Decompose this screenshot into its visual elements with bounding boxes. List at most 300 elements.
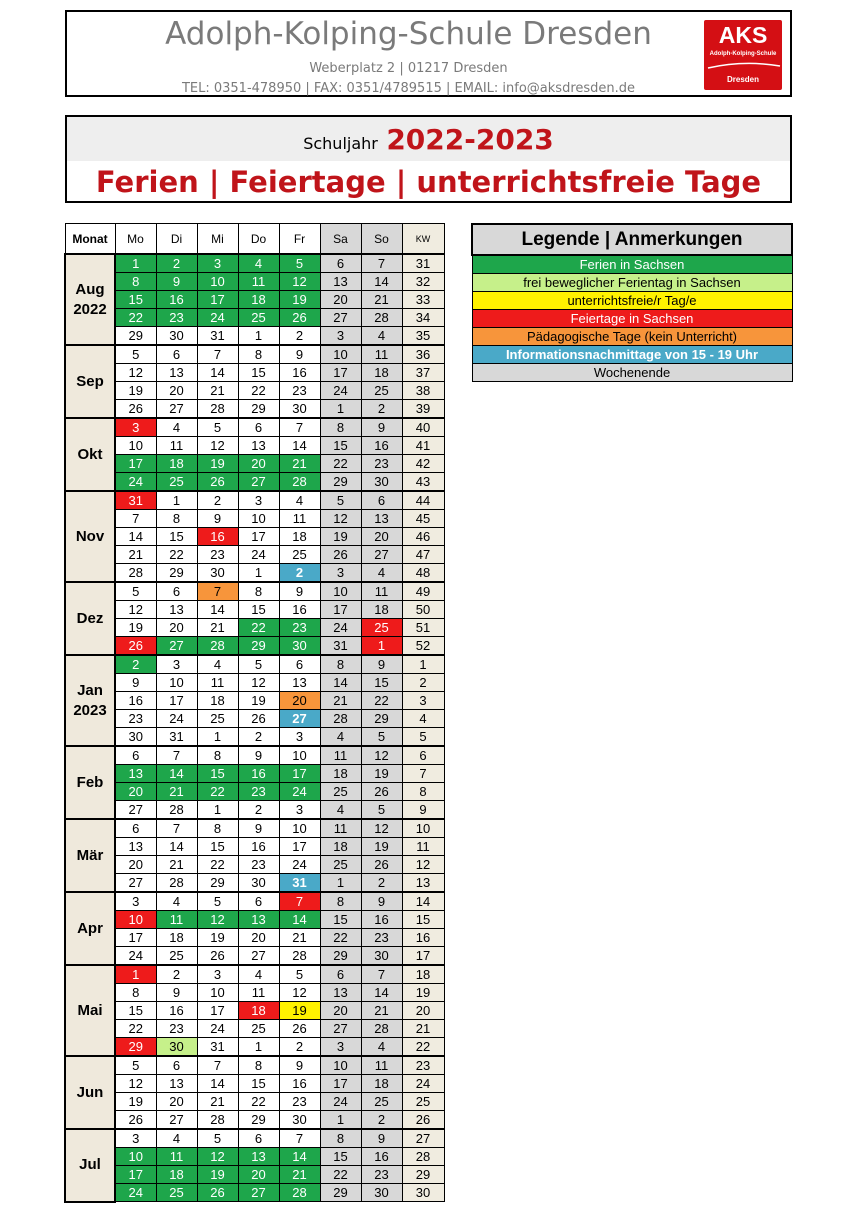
- school-header: [65, 10, 792, 97]
- day-cell: 6: [238, 1129, 279, 1148]
- kw-cell: 21: [402, 1020, 444, 1038]
- day-cell: 14: [361, 984, 402, 1002]
- month-label: Jun: [65, 1056, 115, 1129]
- day-cell: 9: [115, 674, 156, 692]
- kw-cell: 51: [402, 619, 444, 637]
- day-cell: 31: [156, 728, 197, 747]
- day-cell: 27: [238, 1184, 279, 1202]
- month-label: Jul: [65, 1129, 115, 1202]
- day-cell: 25: [361, 619, 402, 637]
- week-row: [65, 437, 444, 455]
- kw-cell: 30: [402, 1184, 444, 1202]
- day-cell: 6: [238, 418, 279, 437]
- page-title: Ferien | Feiertage | unterrichtsfreie Tage: [95, 165, 762, 199]
- school-year: 2022-2023: [386, 123, 554, 156]
- day-cell: 23: [279, 619, 320, 637]
- day-cell: 28: [320, 710, 361, 728]
- day-cell: 2: [279, 564, 320, 583]
- week-row: [65, 1075, 444, 1093]
- legend-title: Legende | Anmerkungen: [472, 224, 792, 255]
- day-cell: 28: [361, 1020, 402, 1038]
- header-monat: Monat: [65, 224, 115, 255]
- week-row: [65, 838, 444, 856]
- day-cell: 30: [361, 947, 402, 966]
- day-cell: 6: [156, 345, 197, 364]
- day-cell: 21: [156, 783, 197, 801]
- day-cell: 2: [361, 1111, 402, 1130]
- day-cell: 29: [320, 473, 361, 492]
- day-cell: 24: [115, 947, 156, 966]
- week-row: [65, 1129, 444, 1148]
- kw-cell: 33: [402, 291, 444, 309]
- day-cell: 10: [279, 746, 320, 765]
- day-cell: 19: [115, 382, 156, 400]
- day-cell: 4: [279, 491, 320, 510]
- week-row: [65, 291, 444, 309]
- week-row: [65, 1111, 444, 1130]
- header-day-2: Di: [156, 224, 197, 255]
- week-row: [65, 619, 444, 637]
- day-cell: 27: [320, 1020, 361, 1038]
- day-cell: 24: [115, 473, 156, 492]
- day-cell: 12: [361, 819, 402, 838]
- kw-cell: 1: [402, 655, 444, 674]
- day-cell: 11: [361, 345, 402, 364]
- kw-cell: 38: [402, 382, 444, 400]
- day-cell: 24: [279, 783, 320, 801]
- day-cell: 21: [279, 1166, 320, 1184]
- day-cell: 14: [279, 437, 320, 455]
- day-cell: 28: [156, 801, 197, 820]
- day-cell: 16: [279, 601, 320, 619]
- day-cell: 4: [361, 1038, 402, 1057]
- week-row: [65, 929, 444, 947]
- kw-cell: 14: [402, 892, 444, 911]
- header-day-5: Fr: [279, 224, 320, 255]
- day-cell: 28: [197, 1111, 238, 1130]
- day-cell: 13: [115, 765, 156, 783]
- day-cell: 6: [156, 582, 197, 601]
- day-cell: 19: [320, 528, 361, 546]
- day-cell: 27: [156, 1111, 197, 1130]
- day-cell: 12: [279, 984, 320, 1002]
- kw-cell: 12: [402, 856, 444, 874]
- week-row: [65, 1093, 444, 1111]
- month-label: Apr: [65, 892, 115, 965]
- day-cell: 8: [238, 345, 279, 364]
- day-cell: 25: [156, 947, 197, 966]
- day-cell: 28: [197, 400, 238, 419]
- legend-item: Pädagogische Tage (kein Unterricht): [472, 328, 792, 346]
- day-cell: 8: [320, 892, 361, 911]
- legend-table: [471, 223, 793, 382]
- day-cell: 29: [320, 947, 361, 966]
- day-cell: 23: [238, 856, 279, 874]
- day-cell: 15: [320, 911, 361, 929]
- day-cell: 18: [238, 291, 279, 309]
- day-cell: 5: [115, 1056, 156, 1075]
- day-cell: 20: [361, 528, 402, 546]
- day-cell: 17: [238, 528, 279, 546]
- day-cell: 14: [156, 765, 197, 783]
- day-cell: 8: [115, 273, 156, 291]
- day-cell: 3: [320, 327, 361, 346]
- day-cell: 28: [361, 309, 402, 327]
- day-cell: 1: [361, 637, 402, 656]
- day-cell: 21: [156, 856, 197, 874]
- day-cell: 24: [320, 1093, 361, 1111]
- day-cell: 7: [197, 345, 238, 364]
- week-row: [65, 528, 444, 546]
- day-cell: 12: [197, 437, 238, 455]
- week-row: [65, 345, 444, 364]
- month-label: Jan 2023: [65, 655, 115, 746]
- day-cell: 10: [238, 510, 279, 528]
- day-cell: 9: [361, 1129, 402, 1148]
- day-cell: 12: [361, 746, 402, 765]
- day-cell: 6: [156, 1056, 197, 1075]
- day-cell: 5: [361, 728, 402, 747]
- kw-cell: 35: [402, 327, 444, 346]
- week-row: [65, 510, 444, 528]
- day-cell: 4: [156, 1129, 197, 1148]
- day-cell: 25: [361, 382, 402, 400]
- day-cell: 24: [197, 1020, 238, 1038]
- day-cell: 12: [115, 364, 156, 382]
- day-cell: 25: [156, 1184, 197, 1202]
- week-row: [65, 984, 444, 1002]
- day-cell: 5: [361, 801, 402, 820]
- day-cell: 19: [115, 619, 156, 637]
- week-row: [65, 546, 444, 564]
- day-cell: 1: [238, 564, 279, 583]
- day-cell: 19: [197, 455, 238, 473]
- day-cell: 29: [115, 327, 156, 346]
- day-cell: 20: [279, 692, 320, 710]
- kw-cell: 27: [402, 1129, 444, 1148]
- day-cell: 20: [115, 783, 156, 801]
- kw-cell: 29: [402, 1166, 444, 1184]
- day-cell: 4: [361, 564, 402, 583]
- week-row: [65, 1020, 444, 1038]
- day-cell: 3: [156, 655, 197, 674]
- kw-cell: 18: [402, 965, 444, 984]
- week-row: [65, 418, 444, 437]
- day-cell: 23: [115, 710, 156, 728]
- day-cell: 2: [279, 327, 320, 346]
- day-cell: 16: [238, 765, 279, 783]
- day-cell: 4: [156, 418, 197, 437]
- day-cell: 9: [361, 892, 402, 911]
- day-cell: 7: [361, 254, 402, 273]
- week-row: [65, 911, 444, 929]
- kw-cell: 10: [402, 819, 444, 838]
- kw-cell: 20: [402, 1002, 444, 1020]
- day-cell: 25: [197, 710, 238, 728]
- day-cell: 3: [197, 965, 238, 984]
- kw-cell: 11: [402, 838, 444, 856]
- day-cell: 4: [238, 965, 279, 984]
- month-label: Mai: [65, 965, 115, 1056]
- legend-item: frei beweglicher Ferientag in Sachsen: [472, 274, 792, 292]
- day-cell: 5: [197, 892, 238, 911]
- day-cell: 2: [279, 1038, 320, 1057]
- day-cell: 22: [115, 309, 156, 327]
- week-row: [65, 874, 444, 893]
- logo-city: Dresden: [726, 75, 759, 84]
- day-cell: 29: [156, 564, 197, 583]
- week-row: [65, 637, 444, 656]
- kw-cell: 40: [402, 418, 444, 437]
- day-cell: 25: [279, 546, 320, 564]
- day-cell: 23: [156, 1020, 197, 1038]
- day-cell: 24: [115, 1184, 156, 1202]
- day-cell: 17: [115, 1166, 156, 1184]
- day-cell: 31: [115, 491, 156, 510]
- day-cell: 7: [279, 892, 320, 911]
- day-cell: 3: [115, 1129, 156, 1148]
- day-cell: 8: [156, 510, 197, 528]
- day-cell: 4: [361, 327, 402, 346]
- day-cell: 14: [197, 1075, 238, 1093]
- day-cell: 21: [361, 1002, 402, 1020]
- day-cell: 16: [361, 911, 402, 929]
- day-cell: 24: [279, 856, 320, 874]
- month-label: Nov: [65, 491, 115, 582]
- day-cell: 17: [197, 291, 238, 309]
- day-cell: 18: [197, 692, 238, 710]
- kw-cell: 41: [402, 437, 444, 455]
- title-box: [65, 115, 792, 203]
- kw-cell: 45: [402, 510, 444, 528]
- day-cell: 7: [156, 746, 197, 765]
- legend-item: unterrichtsfreie/r Tag/e: [472, 292, 792, 310]
- week-row: [65, 801, 444, 820]
- day-cell: 20: [156, 619, 197, 637]
- day-cell: 18: [361, 1075, 402, 1093]
- day-cell: 26: [361, 783, 402, 801]
- header-day-4: Do: [238, 224, 279, 255]
- day-cell: 3: [320, 564, 361, 583]
- day-cell: 1: [156, 491, 197, 510]
- day-cell: 9: [279, 345, 320, 364]
- kw-cell: 26: [402, 1111, 444, 1130]
- day-cell: 23: [156, 309, 197, 327]
- day-cell: 23: [279, 382, 320, 400]
- week-row: [65, 601, 444, 619]
- day-cell: 6: [320, 254, 361, 273]
- day-cell: 10: [320, 1056, 361, 1075]
- week-row: [65, 273, 444, 291]
- day-cell: 20: [238, 455, 279, 473]
- aks-logo: [704, 20, 782, 90]
- day-cell: 17: [279, 765, 320, 783]
- day-cell: 27: [279, 710, 320, 728]
- day-cell: 30: [156, 327, 197, 346]
- day-cell: 17: [156, 692, 197, 710]
- day-cell: 9: [361, 418, 402, 437]
- day-cell: 13: [320, 984, 361, 1002]
- day-cell: 9: [279, 582, 320, 601]
- week-row: [65, 491, 444, 510]
- kw-cell: 50: [402, 601, 444, 619]
- day-cell: 13: [156, 601, 197, 619]
- week-row: [65, 564, 444, 583]
- day-cell: 20: [320, 1002, 361, 1020]
- day-cell: 22: [238, 1093, 279, 1111]
- week-row: [65, 892, 444, 911]
- week-row: [65, 473, 444, 492]
- week-row: [65, 455, 444, 473]
- day-cell: 21: [197, 619, 238, 637]
- day-cell: 27: [156, 637, 197, 656]
- day-cell: 25: [156, 473, 197, 492]
- day-cell: 15: [320, 1148, 361, 1166]
- day-cell: 18: [238, 1002, 279, 1020]
- day-cell: 1: [320, 1111, 361, 1130]
- day-cell: 3: [115, 892, 156, 911]
- kw-cell: 17: [402, 947, 444, 966]
- kw-cell: 52: [402, 637, 444, 656]
- day-cell: 18: [320, 838, 361, 856]
- day-cell: 2: [361, 874, 402, 893]
- day-cell: 14: [197, 601, 238, 619]
- day-cell: 17: [320, 364, 361, 382]
- week-row: [65, 746, 444, 765]
- day-cell: 20: [156, 382, 197, 400]
- day-cell: 30: [361, 473, 402, 492]
- day-cell: 18: [279, 528, 320, 546]
- day-cell: 13: [156, 1075, 197, 1093]
- day-cell: 26: [279, 309, 320, 327]
- day-cell: 12: [115, 1075, 156, 1093]
- day-cell: 31: [279, 874, 320, 893]
- day-cell: 7: [115, 510, 156, 528]
- day-cell: 4: [320, 728, 361, 747]
- week-row: [65, 674, 444, 692]
- day-cell: 15: [361, 674, 402, 692]
- legend-item: Feiertage in Sachsen: [472, 310, 792, 328]
- day-cell: 24: [156, 710, 197, 728]
- header-day-1: Mo: [115, 224, 156, 255]
- month-label: Dez: [65, 582, 115, 655]
- day-cell: 24: [320, 619, 361, 637]
- day-cell: 14: [320, 674, 361, 692]
- day-cell: 14: [156, 838, 197, 856]
- week-row: [65, 1148, 444, 1166]
- day-cell: 24: [320, 382, 361, 400]
- day-cell: 27: [115, 874, 156, 893]
- kw-cell: 28: [402, 1148, 444, 1166]
- kw-cell: 8: [402, 783, 444, 801]
- day-cell: 12: [115, 601, 156, 619]
- schuljahr-label: Schuljahr: [303, 134, 378, 153]
- kw-cell: 42: [402, 455, 444, 473]
- week-row: [65, 364, 444, 382]
- day-cell: 22: [320, 455, 361, 473]
- day-cell: 15: [115, 1002, 156, 1020]
- day-cell: 26: [115, 1111, 156, 1130]
- day-cell: 14: [361, 273, 402, 291]
- day-cell: 14: [115, 528, 156, 546]
- week-row: [65, 400, 444, 419]
- day-cell: 18: [320, 765, 361, 783]
- week-row: [65, 965, 444, 984]
- school-contact: TEL: 0351-478950 | FAX: 0351/4789515 | EMAIL: info@aksdresden.de: [181, 81, 636, 96]
- day-cell: 10: [320, 345, 361, 364]
- month-label: Okt: [65, 418, 115, 491]
- day-cell: 28: [115, 564, 156, 583]
- day-cell: 5: [279, 254, 320, 273]
- day-cell: 3: [115, 418, 156, 437]
- day-cell: 26: [279, 1020, 320, 1038]
- day-cell: 24: [238, 546, 279, 564]
- day-cell: 10: [197, 984, 238, 1002]
- day-cell: 3: [279, 801, 320, 820]
- day-cell: 15: [156, 528, 197, 546]
- day-cell: 23: [197, 546, 238, 564]
- day-cell: 18: [361, 364, 402, 382]
- day-cell: 18: [156, 455, 197, 473]
- day-cell: 29: [238, 637, 279, 656]
- day-cell: 26: [197, 1184, 238, 1202]
- day-cell: 16: [361, 1148, 402, 1166]
- day-cell: 29: [320, 1184, 361, 1202]
- header-kw: KW: [402, 224, 444, 255]
- day-cell: 1: [320, 874, 361, 893]
- day-cell: 23: [361, 929, 402, 947]
- day-cell: 26: [197, 947, 238, 966]
- day-cell: 4: [197, 655, 238, 674]
- calendar-header-row: [65, 224, 444, 255]
- day-cell: 9: [361, 655, 402, 674]
- day-cell: 11: [279, 510, 320, 528]
- day-cell: 12: [279, 273, 320, 291]
- week-row: [65, 728, 444, 747]
- day-cell: 29: [238, 1111, 279, 1130]
- day-cell: 12: [320, 510, 361, 528]
- day-cell: 10: [115, 437, 156, 455]
- month-label: Feb: [65, 746, 115, 819]
- day-cell: 19: [197, 1166, 238, 1184]
- day-cell: 11: [156, 911, 197, 929]
- day-cell: 13: [238, 437, 279, 455]
- day-cell: 7: [197, 1056, 238, 1075]
- kw-cell: 43: [402, 473, 444, 492]
- day-cell: 26: [197, 473, 238, 492]
- kw-cell: 19: [402, 984, 444, 1002]
- day-cell: 1: [115, 254, 156, 273]
- day-cell: 7: [197, 582, 238, 601]
- day-cell: 28: [279, 473, 320, 492]
- day-cell: 21: [197, 382, 238, 400]
- day-cell: 26: [238, 710, 279, 728]
- day-cell: 15: [197, 838, 238, 856]
- kw-cell: 49: [402, 582, 444, 601]
- day-cell: 17: [320, 601, 361, 619]
- day-cell: 5: [115, 345, 156, 364]
- day-cell: 17: [279, 838, 320, 856]
- day-cell: 9: [238, 819, 279, 838]
- day-cell: 2: [361, 400, 402, 419]
- day-cell: 12: [238, 674, 279, 692]
- day-cell: 7: [361, 965, 402, 984]
- day-cell: 17: [320, 1075, 361, 1093]
- day-cell: 2: [156, 965, 197, 984]
- day-cell: 11: [320, 746, 361, 765]
- day-cell: 16: [279, 364, 320, 382]
- day-cell: 9: [279, 1056, 320, 1075]
